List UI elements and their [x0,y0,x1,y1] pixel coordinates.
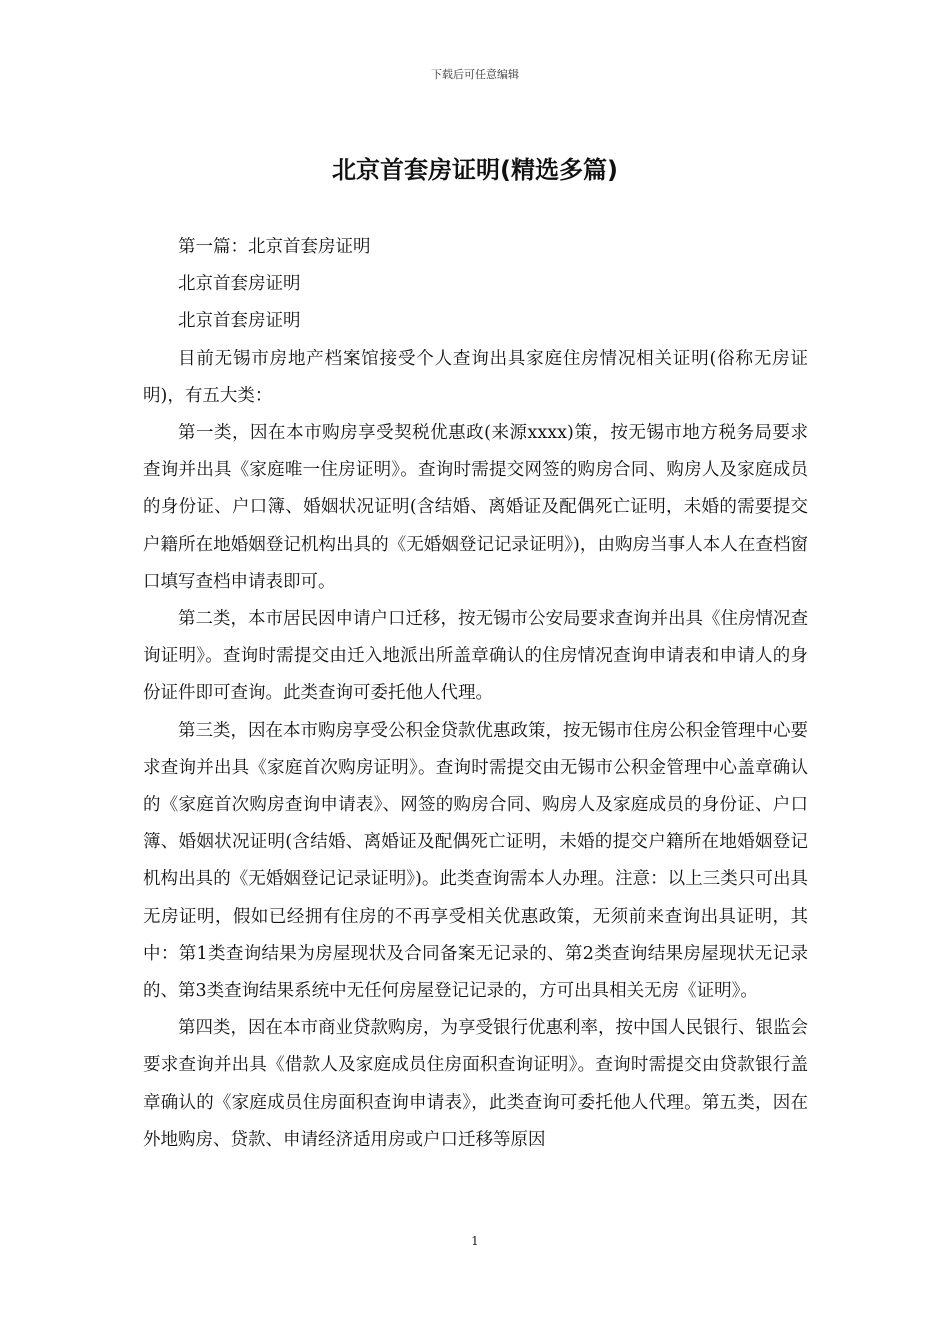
paragraph-category-4-5: 第四类，因在本市商业贷款购房，为享受银行优惠利率，按中国人民银行、银监会要求查询并出具《借款人及家庭成员住房面积查询证明》。查询时需提交由贷款银行盖章确认的《家庭成员住房面积查询申请表》，此类查询可委托他人代理。第五类，因在外地购房、贷款、申请经济适用房或户口迁移等原因 [143,1018,808,1150]
paragraph-category-2: 第二类，本市居民因申请户口迁移，按无锡市公安局要求查询并出具《住房情况查询证明》。查询时需提交由迁入地派出所盖章确认的住房情况查询申请表和申请人的身份证件即可查询。此类查询可委托他人代理。 [143,609,808,704]
paragraph-section-heading: 第一篇：北京首套房证明 [178,237,371,257]
paragraph-category-1: 第一类，因在本市购房享受契税优惠政(来源xxxx)策，按无锡市地方税务局要求查询并出具《家庭唯一住房证明》。查询时需提交网签的购房合同、购房人及家庭成员的身份证、户口簿、婚姻状况证明(含结婚、离婚证及配偶死亡证明，未婚的需要提交户籍所在地婚姻登记机构出具的《无婚姻登记记录证明》)，由购房当事人本人在查档窗口填写查档申请表即可。 [143,423,808,592]
paragraph-category-3: 第三类，因在本市购房享受公积金贷款优惠政策，按无锡市住房公积金管理中心要求查询并出具《家庭首次购房证明》。查询时需提交由无锡市公积金管理中心盖章确认的《家庭首次购房查询申请表》、网签的购房合同、购房人及家庭成员的身份证、户口簿、婚姻状况证明(含结婚、离婚证及配偶死亡证明，未婚的提交户籍所在地婚姻登记机构出具的《无婚姻登记记录证明》)。此类查询需本人办理。注意：以上三类只可出具无房证明，假如已经拥有住房的不再享受相关优惠政策，无须前来查询出具证明，其中：第1类查询结果为房屋现状及合同备案无记录的、第2类查询结果房屋现状无记录的、第3类查询结果系统中无任何房屋登记记录的，方可出具相关无房《证明》。 [143,720,808,1002]
page-number: 1 [471,1234,479,1248]
document-title: 北京首套房证明(精选多篇) [332,156,618,184]
document-body [143,229,808,1159]
paragraph-subtitle-repeat: 北京首套房证明 [178,311,301,332]
header-note: 下载后可任意编辑 [431,68,519,81]
paragraph-subtitle: 北京首套房证明 [178,274,301,295]
paragraph-intro: 目前无锡市房地产档案馆接受个人查询出具家庭住房情况相关证明(俗称无房证明)，有五大类： [143,348,808,406]
